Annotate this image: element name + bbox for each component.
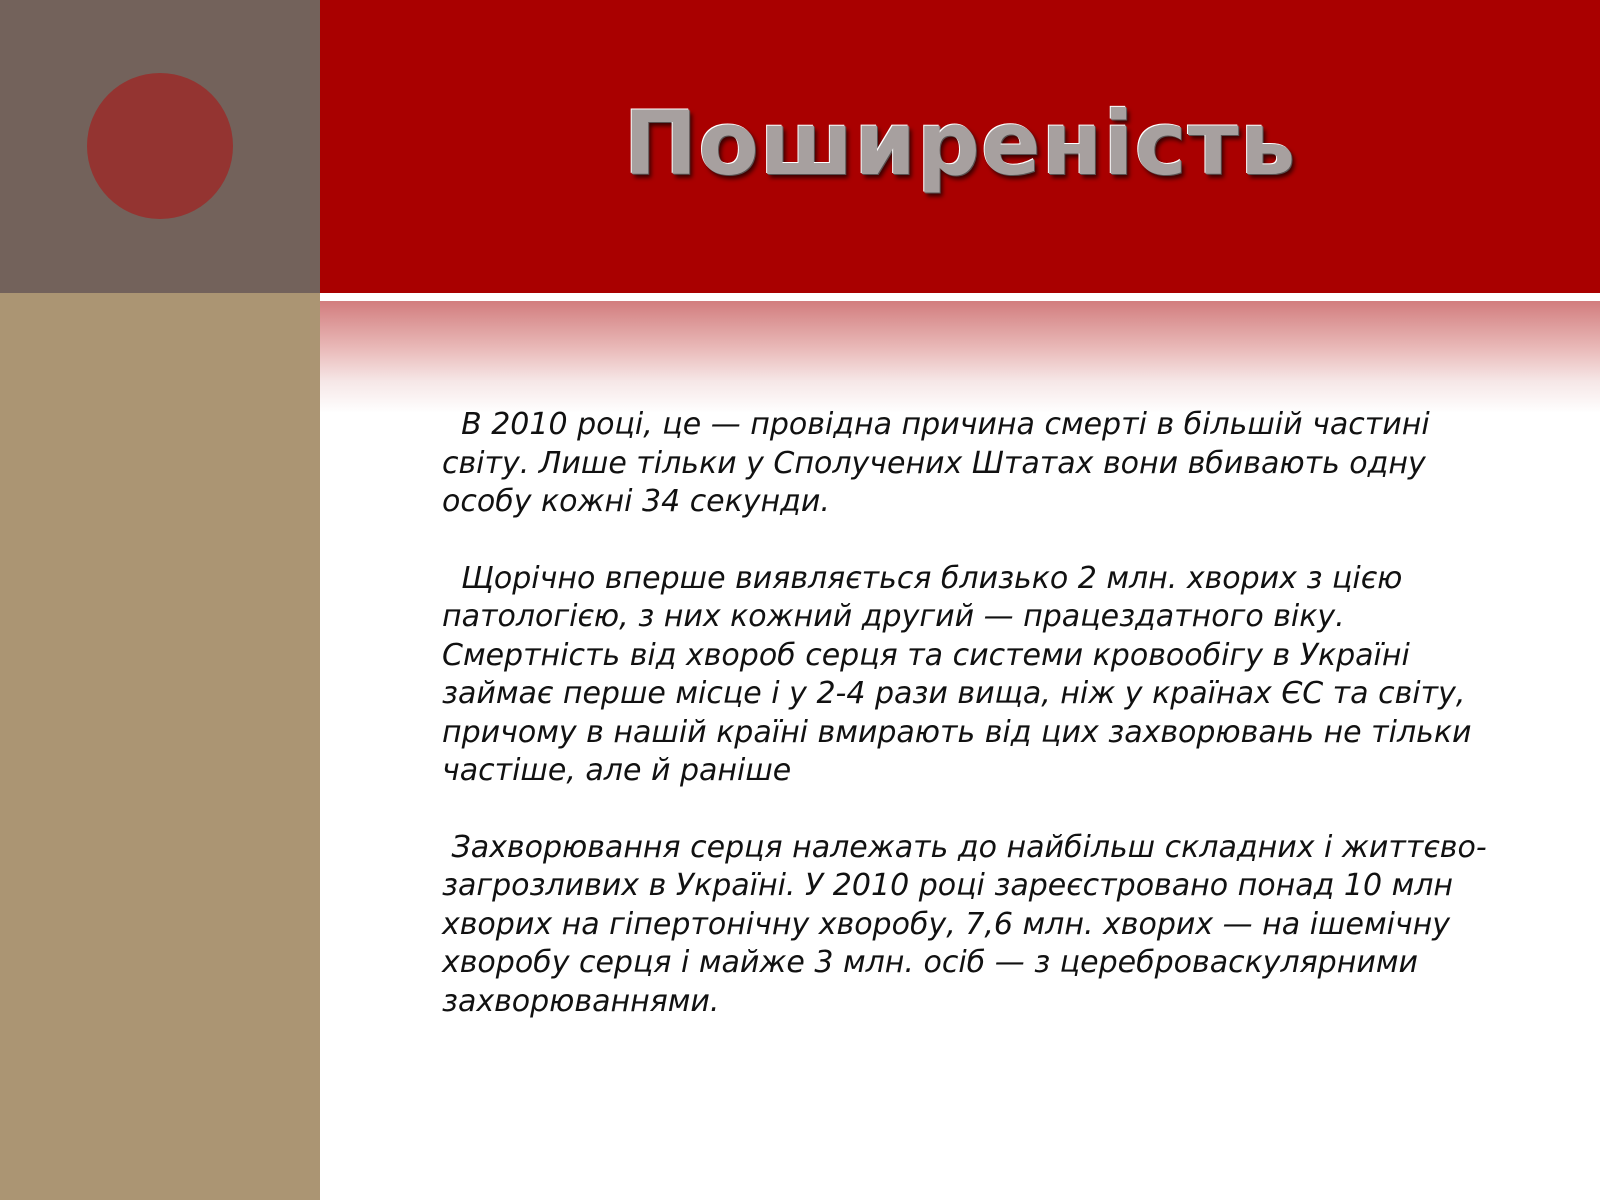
left-bottom-panel	[0, 293, 320, 1200]
gradient-band	[320, 301, 1600, 413]
slide-title: Поширеність	[623, 92, 1297, 195]
slide-content	[442, 406, 1512, 1021]
paragraph-2: Щорічно вперше виявляється близько 2 млн. хворих з цією патологією, з них кожний другий — працездатного віку. Смертність від хвороб серця та системи кровообігу в Україні займає перше місце і у 2-4 рази вища, ніж у країнах ЄС та світу, причому в нашій країні вмирають від цих захворювань не тільки частіше, але й раніше	[442, 560, 1481, 788]
paragraph-1: В 2010 році, це — провідна причина смерті в більшій частині світу. Лише тільки у Сполучених Штатах вони вбивають одну особу кожні 34 секунди.	[442, 407, 1440, 519]
paragraph-3: Захворювання серця належать до найбільш складних і життєво-загрозливих в Україні. У 2010 році зареєстровано понад 10 млн хворих на гіпертонічну хворобу, 7,6 млн. хворих — на ішемічну хворобу серця і майже 3 млн. осіб — з цереброваскулярними захворюваннями.	[442, 829, 1487, 1019]
decorative-circle	[87, 73, 233, 219]
title-separator	[320, 293, 1600, 301]
